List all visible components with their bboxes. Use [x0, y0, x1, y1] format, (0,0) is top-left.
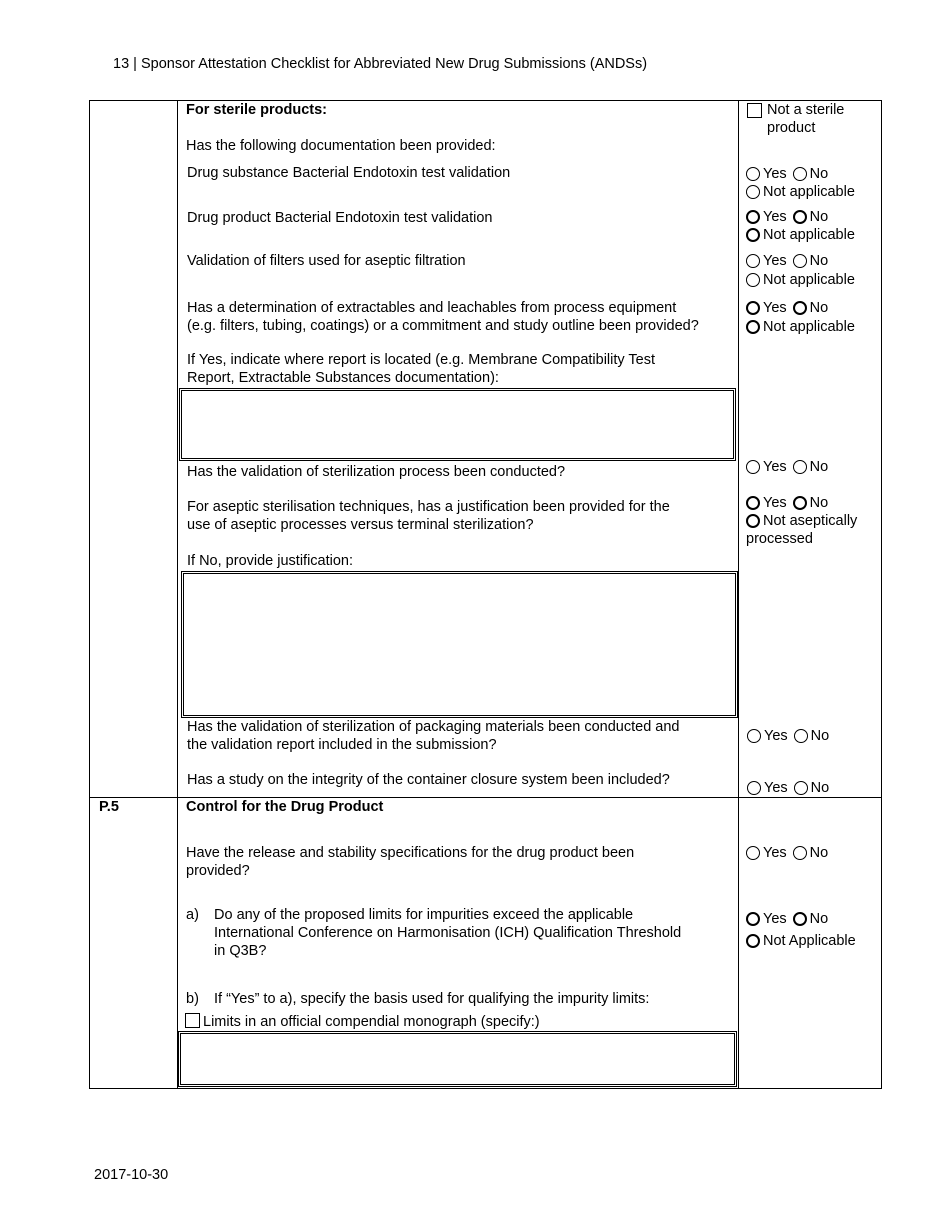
q-impurity-basis: If “Yes” to a), specify the basis used for qualifying the impurity limits:	[214, 991, 650, 1007]
q-specifications-line1: Have the release and stability specifications for the drug product been	[186, 845, 635, 861]
q-extractables-yesno: Yes No	[746, 299, 828, 317]
radio-yes[interactable]	[746, 167, 760, 181]
not-aseptic-label-2: processed	[746, 531, 813, 547]
not-sterile-label-2: product	[767, 120, 816, 136]
radio-not-applicable[interactable]	[746, 934, 760, 948]
item-b-marker: b)	[186, 991, 199, 1007]
q-filter-validation-na: Not applicable	[746, 271, 855, 289]
radio-not-applicable[interactable]	[746, 185, 760, 199]
radio-no[interactable]	[794, 729, 808, 743]
q-packaging-validation-line1: Has the validation of sterilization of packaging materials been conducted and	[187, 719, 680, 735]
section-code-p5: P.5	[99, 799, 119, 815]
radio-no[interactable]	[794, 781, 808, 795]
radio-not-applicable[interactable]	[746, 228, 760, 242]
compendial-limits-label: Limits in an official compendial monograph (specify:)	[203, 1014, 540, 1030]
radio-yes[interactable]	[747, 729, 761, 743]
not-sterile-label-1: Not a sterile	[767, 102, 845, 118]
page-header: 13 | Sponsor Attestation Checklist for Abbreviated New Drug Submissions (ANDSs)	[113, 56, 648, 72]
q-extractables-line2: (e.g. filters, tubing, coatings) or a commitment and study outline been provided?	[187, 318, 699, 334]
q-report-location-line1: If Yes, indicate where report is located (e.g. Membrane Compatibility Test	[187, 352, 655, 368]
q-report-location-line2: Report, Extractable Substances documentation):	[187, 370, 499, 386]
q-product-endotoxin-na: Not applicable	[746, 226, 855, 244]
q-product-endotoxin-yesno: Yes No	[746, 208, 828, 226]
not-sterile-checkbox[interactable]	[747, 103, 762, 118]
radio-yes[interactable]	[746, 912, 760, 926]
radio-no[interactable]	[793, 460, 807, 474]
q-impurities-line1: Do any of the proposed limits for impurities exceed the applicable	[214, 907, 634, 923]
q-extractables-line1: Has a determination of extractables and leachables from process equipment	[187, 300, 677, 316]
q-sterilization-validation-yesno: Yes No	[746, 458, 828, 476]
radio-yes[interactable]	[746, 210, 760, 224]
documentation-intro: Has the following documentation been provided:	[186, 138, 496, 154]
radio-no[interactable]	[793, 846, 807, 860]
q-aseptic-not-processed: Not aseptically	[746, 512, 857, 530]
q-substance-endotoxin: Drug substance Bacterial Endotoxin test validation	[187, 165, 511, 181]
q-packaging-validation-yesno: Yes No	[747, 727, 829, 745]
radio-not-applicable[interactable]	[746, 273, 760, 287]
q-product-endotoxin: Drug product Bacterial Endotoxin test validation	[187, 210, 493, 226]
q-impurities-line3: in Q3B?	[214, 943, 267, 959]
q-aseptic-justification-yesno: Yes No	[746, 494, 828, 512]
q-packaging-validation-line2: the validation report included in the submission?	[187, 737, 497, 753]
q-provide-justification: If No, provide justification:	[187, 553, 354, 569]
radio-no[interactable]	[793, 912, 807, 926]
radio-no[interactable]	[793, 254, 807, 268]
q-specifications-yesno: Yes No	[746, 844, 828, 862]
q-aseptic-justification-line1: For aseptic sterilisation techniques, has a justification been provided for the	[187, 499, 670, 515]
footer-date: 2017-10-30	[94, 1167, 169, 1183]
q-extractables-na: Not applicable	[746, 318, 855, 336]
q-sterilization-validation: Has the validation of sterilization process been conducted?	[187, 464, 566, 480]
radio-yes[interactable]	[746, 846, 760, 860]
q-impurities-yesno: Yes No	[746, 910, 828, 928]
radio-not-aseptically-processed[interactable]	[746, 514, 760, 528]
justification-input[interactable]	[181, 571, 738, 718]
q-substance-endotoxin-yesno: Yes No	[746, 165, 828, 183]
radio-yes[interactable]	[746, 496, 760, 510]
radio-yes[interactable]	[746, 301, 760, 315]
radio-not-applicable[interactable]	[746, 320, 760, 334]
q-aseptic-justification-line2: use of aseptic processes versus terminal sterilization?	[187, 517, 534, 533]
radio-yes[interactable]	[746, 460, 760, 474]
q-specifications-line2: provided?	[186, 863, 250, 879]
p5-heading: Control for the Drug Product	[186, 799, 384, 815]
q-container-closure: Has a study on the integrity of the container closure system been included?	[187, 772, 670, 788]
q-impurities-na: Not Applicable	[746, 932, 856, 950]
radio-no[interactable]	[793, 167, 807, 181]
compendial-limits-checkbox[interactable]	[185, 1013, 200, 1028]
sterile-heading: For sterile products:	[186, 102, 327, 118]
q-substance-endotoxin-na: Not applicable	[746, 183, 855, 201]
compendial-limits-input[interactable]	[178, 1031, 737, 1087]
q-filter-validation-yesno: Yes No	[746, 252, 828, 270]
radio-no[interactable]	[793, 496, 807, 510]
radio-no[interactable]	[793, 210, 807, 224]
radio-yes[interactable]	[746, 254, 760, 268]
q-container-closure-yesno: Yes No	[747, 779, 829, 797]
q-filter-validation: Validation of filters used for aseptic filtration	[187, 253, 466, 269]
radio-no[interactable]	[793, 301, 807, 315]
item-a-marker: a)	[186, 907, 199, 923]
radio-yes[interactable]	[747, 781, 761, 795]
q-impurities-line2: International Conference on Harmonisation (ICH) Qualification Threshold	[214, 925, 682, 941]
report-location-input[interactable]	[179, 388, 736, 461]
